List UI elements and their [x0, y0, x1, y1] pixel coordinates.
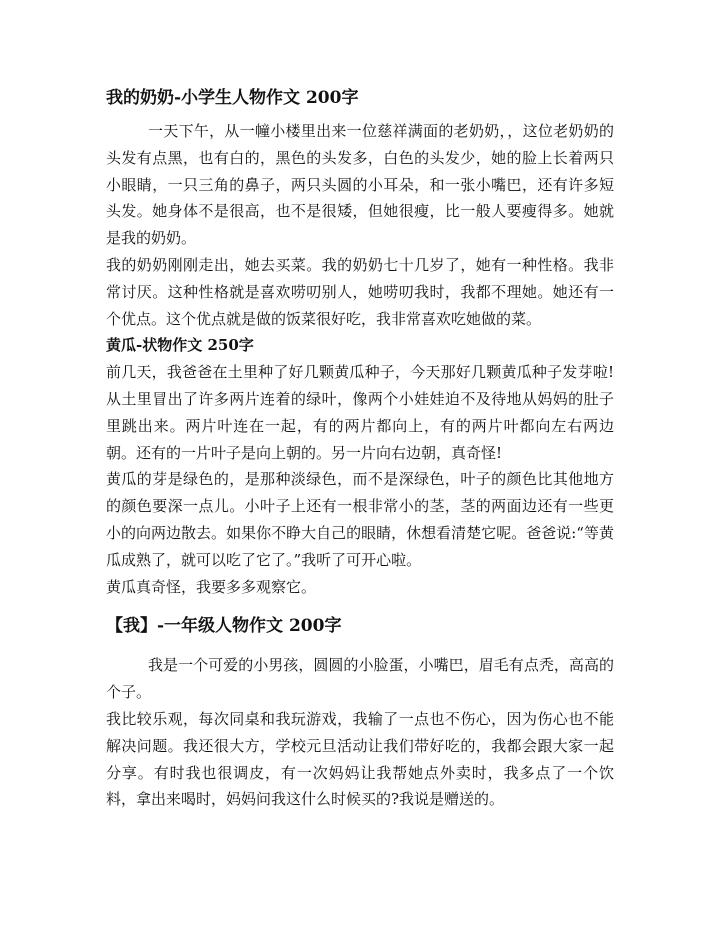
document-content	[106, 84, 614, 813]
paragraph-grandma-1: 一天下午，从一幢小楼里出来一位慈祥满面的老奶奶，，这位老奶奶的头发有点黑，也有白的，黑色的头发多，白色的头发少，她的脸上长着两只小眼睛，一只三角的鼻子，两只头圆的小耳朵，和一张小嘴巴，还有许多短头发。她身体不是很高，也不是很矮，但她很瘦，比一般人要瘦得多。她就是我的奶奶。	[106, 122, 614, 248]
article-title-grandma: 我的奶奶-小学生人物作文 200字	[106, 88, 359, 108]
paragraph-cucumber-2: 黄瓜的芽是绿色的，是那种淡绿色，而不是深绿色，叶子的颜色比其他地方的颜色要深一点儿。小叶子上还有一根非常小的茎，茎的两面边还有一些更小的向两边散去。如果你不睁大自己的眼睛，休想看清楚它呢。爸爸说:“等黄瓜成熟了，就可以吃了它了。”我听了可开心啦。	[106, 470, 614, 569]
paragraph-me-2: 我比较乐观，每次同桌和我玩游戏，我输了一点也不伤心，因为伤心也不能解决问题。我还很大方，学校元旦活动让我们带好吃的，我都会跟大家一起分享。有时我也很调皮，有一次妈妈让我帮她点外卖时，我多点了一个饮料，拿出来喝时，妈妈问我这什么时候买的?我说是赠送的。	[106, 709, 614, 809]
paragraph-cucumber-3: 黄瓜真奇怪，我要多多观察它。	[106, 577, 317, 596]
paragraph-me-1: 我是一个可爱的小男孩，圆圆的小脸蛋，小嘴巴，眉毛有点秃，高高的个子。	[106, 656, 614, 702]
paragraph-grandma-2: 我的奶奶刚刚走出，她去买菜。我的奶奶七十几岁了，她有一种性格。我非常讨厌。这种性格就是喜欢唠叨别人，她唠叨我时，我都不理她。她还有一个优点。这个优点就是做的饭菜很好吃，我非常喜欢吃她做的菜。	[106, 255, 614, 328]
article-title-cucumber: 黄瓜-状物作文 250字	[106, 336, 254, 355]
article-title-me: 【我】-一年级人物作文 200字	[106, 616, 342, 637]
paragraph-cucumber-1: 前几天，我爸爸在土里种了好几颗黄瓜种子，今天那好几颗黄瓜种子发芽啦!从土里冒出了许多两片连着的绿叶，像两个小娃娃迫不及待地从妈妈的肚子里跳出来。两片叶连在一起，有的两片都向上，有的两片叶都向左右两边朝。还有的一片叶子是向上朝的。另一片向右边朝，真奇怪!	[106, 363, 614, 462]
